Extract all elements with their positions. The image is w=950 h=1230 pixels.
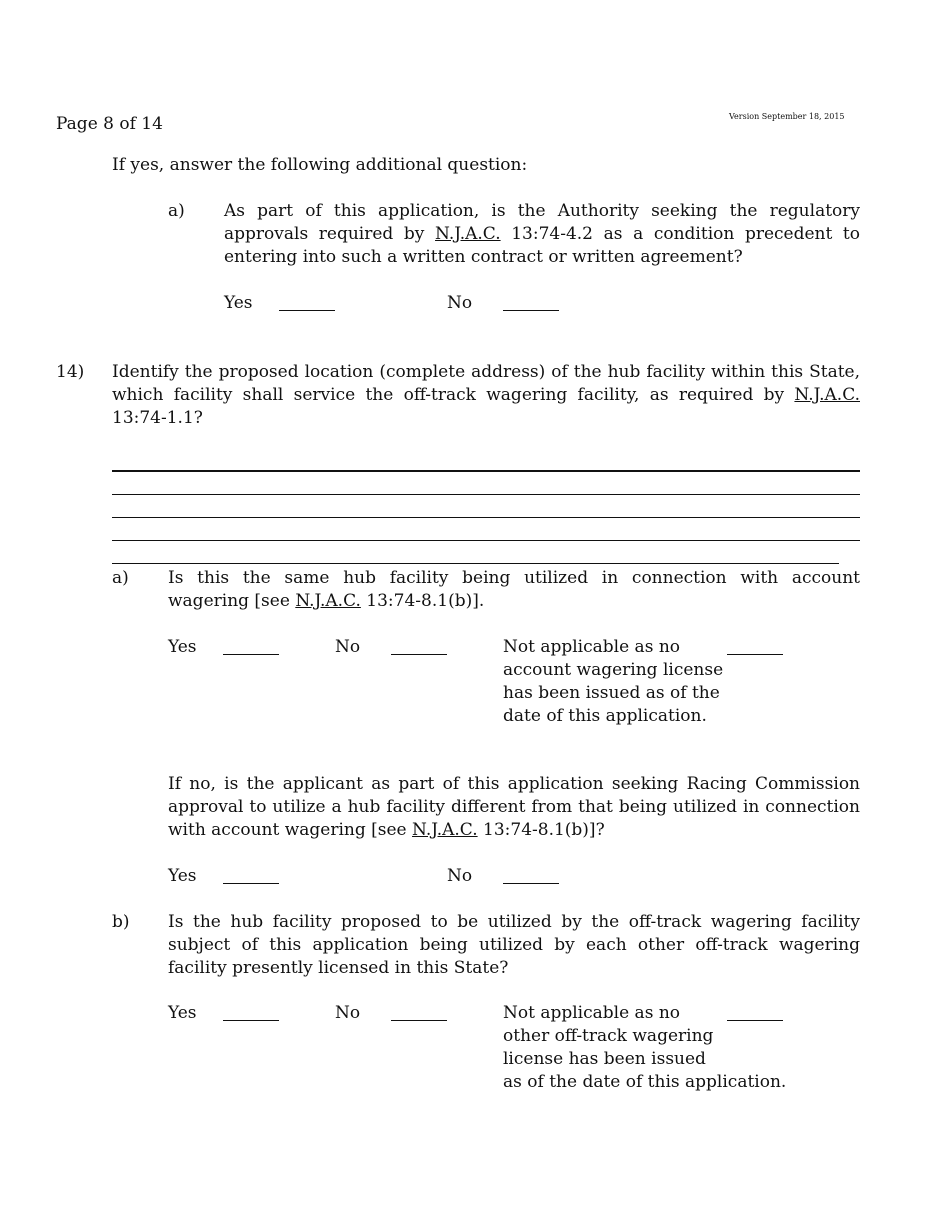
yes-answer-blank[interactable] [223,640,279,655]
no-answer-blank[interactable] [391,640,447,655]
not-applicable-label: Not applicable as no account wagering license has been issued as of the date of this application. [503,637,724,726]
no-label: No [447,866,473,886]
answer-line[interactable] [112,540,860,541]
yes-label: Yes [224,293,253,313]
item-label: a) [112,568,129,588]
regulation-reference: N.J.A.C. [295,591,361,611]
question-text: Is the hub facility proposed to be utilized by the off-track wagering facility subject of this application being utilized by each other off-track wagering facility presently licensed in this State? [168,912,860,978]
page-number: Page 8 of 14 [56,114,163,134]
answer-line[interactable] [112,494,860,495]
no-label: No [447,293,473,313]
answer-line[interactable] [112,517,860,518]
yes-answer-blank[interactable] [223,1006,279,1021]
question-text: Identify the proposed location (complete address) of the hub facility within this State, which facility shall service the off-track wagering facility, as required by N.J.A.C. 13:74-1.1? [112,362,860,428]
yes-label: Yes [168,637,197,657]
item-label: b) [112,912,130,932]
question-text: As part of this application, is the Authority seeking the regulatory approvals required by N.J.A.C. 13:74-4.2 as a condition precedent to entering into such a written contract or written agreement? [224,201,860,267]
regulation-reference: N.J.A.C. [435,224,501,244]
not-applicable-blank[interactable] [727,640,783,655]
version-label: Version September 18, 2015 [729,112,845,121]
regulation-reference: N.J.A.C. [412,820,478,840]
yes-label: Yes [168,866,197,886]
yes-label: Yes [168,1003,197,1023]
no-label: No [335,637,361,657]
item-label: a) [168,201,185,221]
intro-text: If yes, answer the following additional question: [112,155,528,175]
answer-line[interactable] [112,563,839,564]
yes-answer-blank[interactable] [279,296,335,311]
yes-answer-blank[interactable] [223,869,279,884]
no-label: No [335,1003,361,1023]
no-answer-blank[interactable] [503,296,559,311]
answer-line[interactable] [112,470,860,472]
no-answer-blank[interactable] [503,869,559,884]
followup-question-text: If no, is the applicant as part of this application seeking Racing Commission approval to utilize a hub facility different from that being utilized in connection with account wagering [see N.J.A.C. 13:74-8.1(b)]? [168,774,860,840]
not-applicable-blank[interactable] [727,1006,783,1021]
no-answer-blank[interactable] [391,1006,447,1021]
regulation-reference: N.J.A.C. [794,385,860,405]
question-text: Is this the same hub facility being utilized in connection with account wagering [see N.J.A.C. 13:74-8.1(b)]. [168,568,860,611]
not-applicable-label: Not applicable as no other off-track wagering license has been issued as of the date of this application. [503,1003,787,1092]
question-number: 14) [56,362,85,382]
